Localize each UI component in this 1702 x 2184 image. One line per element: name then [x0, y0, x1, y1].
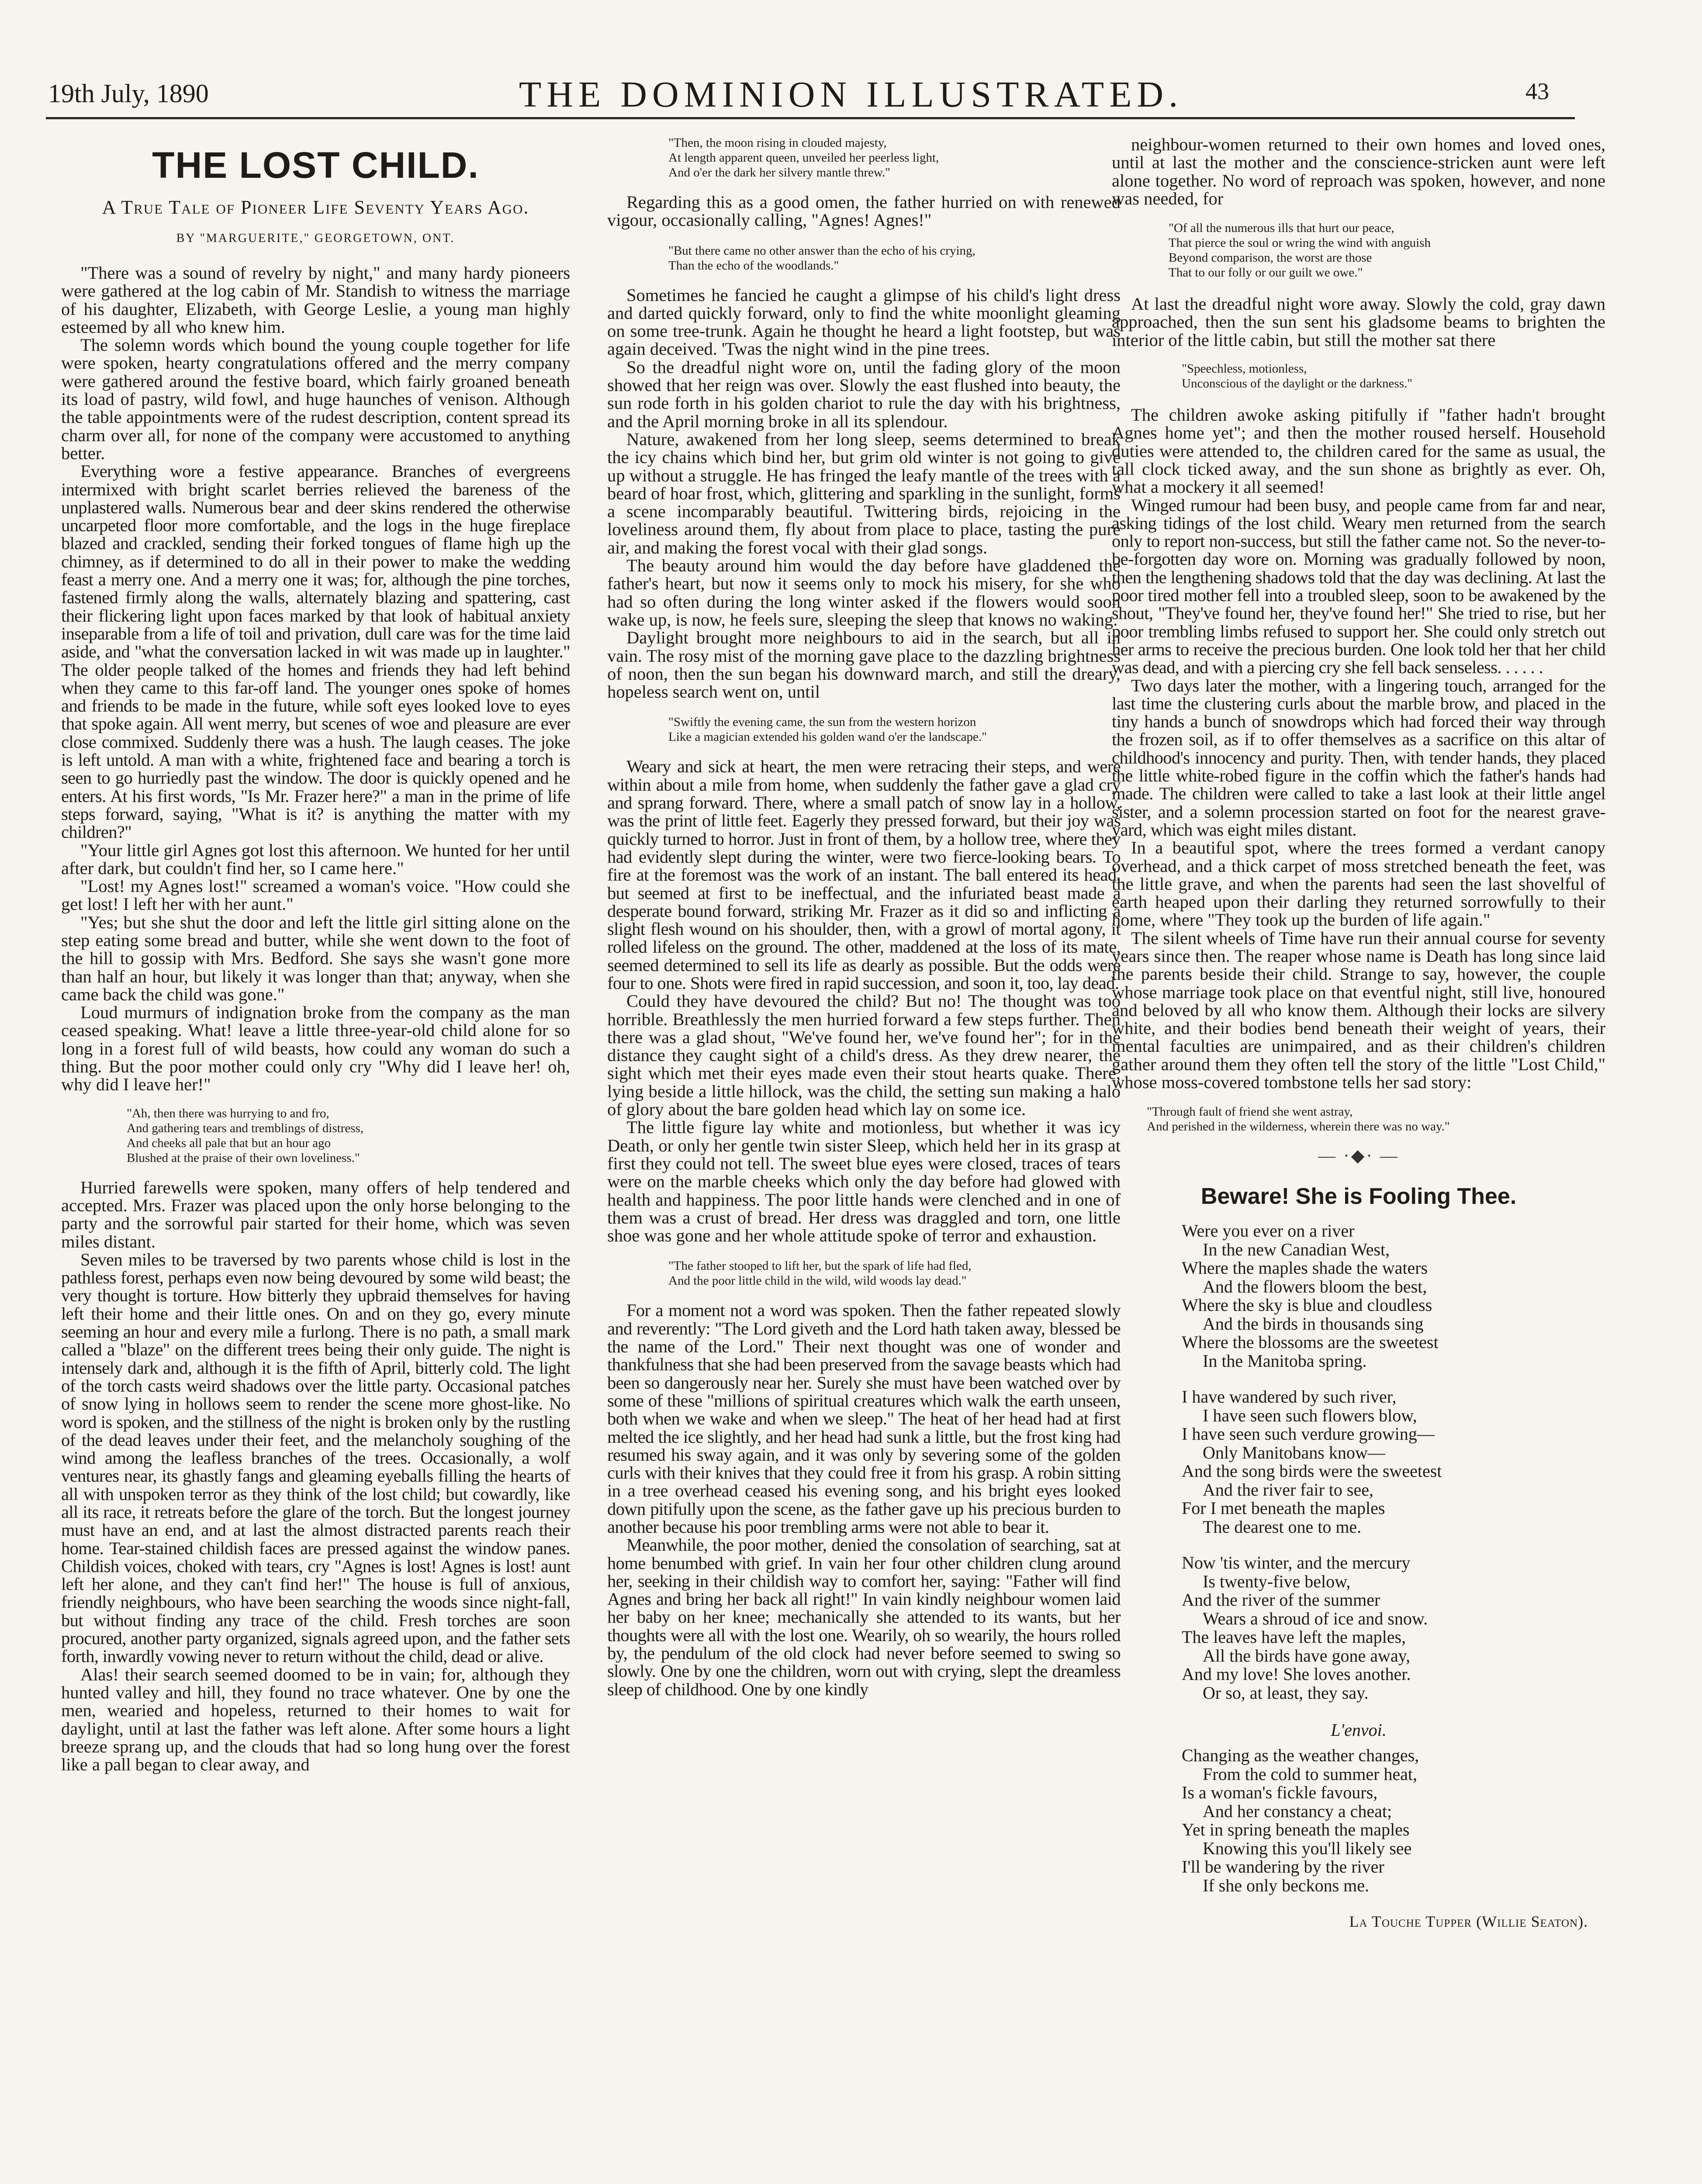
- paragraph: Two days later the mother, with a lingering touch, arranged for the last time the clustering curls about the marble brow, and placed in the tiny hands a bunch of snowdrops which had forced their way through the frozen soil, as if to offer themselves as a sacrifice on this altar of childhood's innocency and purity. Then, with tender hands, they placed the little white-robed figure in the coffin which the father's hands had made. The children were called to take a last look at their little angel sister, and a solemn procession started on foot for the nearest grave-yard, which was eight miles distant.: [1112, 675, 1605, 840]
- poem-line: And my love! She loves another.: [1182, 1664, 1411, 1684]
- paragraph: "Lost! my Agnes lost!" screamed a woman's voice. "How could she get lost! I left her with her aunt.": [61, 876, 570, 914]
- poem-stanza: [1182, 1222, 1605, 1370]
- paragraph: "Your little girl Agnes got lost this afternoon. We hunted for her until after dark, but couldn't find her, so I came here.": [61, 840, 570, 878]
- poem-line: Is twenty-five below,: [1203, 1571, 1351, 1591]
- paragraph: Everything wore a festive appearance. Branches of evergreens intermixed with bright scarlet berries relieved the bareness of the unplastered walls. Numerous bear and deer skins rendered the otherwise uncarpeted floor more comfortable, and the logs in the huge fireplace blazed and crackled, sending their forked tongues of flame high up the chimney, as if determined to do all in their power to make the wedding feast a merry one. And a merry one it was; for, although the pine torches, fastened firmly along the walls, alternately blazing and spattering, cast their flickering light upon faces marked by that look of habitual anxiety inseparable from a life of toil and privation, dull care was for the time laid aside, and "what the conversation lacked in wit was made up in laughter." The older people talked of the homes and friends they had left behind when they came to this far-off land. The younger ones spoke of homes and friends to be made in the future, while soft eyes looked love to eyes that spoke again. All went merry, but scenes of woe and pleasure are ever close commixed. Suddenly there was a hush. The laugh ceases. The joke is left untold. A man with a white, frightened face and bearing a torch is seen to go hurriedly past the window. The door is quickly opened and he enters. At his first words, "Is Mr. Frazer here?" a man in the prime of life steps forward, saying, "What is it? is anything the matter with my children?": [61, 461, 570, 842]
- paragraph: So the dreadful night wore on, until the fading glory of the moon showed that her reign was over. Slowly the east flushed into beauty, the sun rode forth in his golden chariot to rule the day with his brightness, and the April morning broke in all its splendour.: [607, 357, 1121, 431]
- verse-quote: "But there came no other answer than the echo of his crying, Than the echo of the woodlands.": [668, 243, 976, 273]
- poem-line: I'll be wandering by the river: [1182, 1857, 1384, 1877]
- poem-signature: La Touche Tupper (Willie Seaton).: [1349, 1913, 1588, 1931]
- poem-stanza: [1182, 1554, 1605, 1702]
- poem-line: In the new Canadian West,: [1203, 1239, 1390, 1259]
- paragraph: Alas! their search seemed doomed to be in vain; for, although they hunted valley and hill, they found no trace whatever. One by one the men, wearied and hopeless, returned to their homes to wait for daylight, until at last the father was left alone. After some hours a light breeze sprang up, and the clouds that had so long hung over the forest like a pall began to clear away, and: [61, 1664, 570, 1775]
- running-header: [0, 66, 1702, 114]
- masthead: THE DOMINION ILLUSTRATED.: [519, 74, 1183, 115]
- paragraph: Winged rumour had been busy, and people came from far and near, asking tidings of the lost child. Weary men returned from the search only to report non-success, but still the father came not. So the never-to-be-forgotten day wore on. Morning was gradually followed by noon, then the lengthening shadows told that the day was declining. At last the poor tired mother fell into a troubled sleep, soon to be awakened by the shout, "They've found her, they've found her!" She tried to rise, but her poor trembling limbs refused to support her. She could only stretch out her arms to receive the precious burden. One look told her that her child was dead, and with a piercing cry she fell back senseless. . . . . .: [1112, 495, 1605, 677]
- poem-line: In the Manitoba spring.: [1203, 1351, 1367, 1371]
- poem-line: Only Manitobans know—: [1203, 1442, 1385, 1462]
- paragraph: Daylight brought more neighbours to aid in the search, but all in vain. The rosy mist of the morning gave place to the dazzling brightness of noon, then the sun began his downward march, and still the dreary, hopeless search went on, until: [607, 628, 1121, 702]
- poem-line: Wears a shroud of ice and snow.: [1203, 1608, 1428, 1628]
- paragraph: The solemn words which bound the young couple together for life were spoken, hearty congratulations offered and the merry company were gathered around the festive board, which fairly groaned beneath its load of pastry, wild fowl, and huge haunches of venison. Although the table appointments were of the rudest description, content spread its charm over all, for none of the company were accustomed to anything better.: [61, 335, 570, 463]
- poem-line: Where the blossoms are the sweetest: [1182, 1332, 1439, 1352]
- paragraph: Loud murmurs of indignation broke from the company as the man ceased speaking. What! leave a little three-year-old child alone for so long in a forest full of wild beasts, how could any woman do such a thing. But the poor mother could only cry "Why did I leave her! oh, why did I leave her!": [61, 1002, 570, 1095]
- issue-date: 19th July, 1890: [48, 79, 209, 108]
- poem-line: The leaves have left the maples,: [1182, 1627, 1406, 1647]
- column-1: [61, 135, 570, 1773]
- poem: [1112, 1183, 1605, 1931]
- verse-quote: "Through fault of friend she went astray, And perished in the wilderness, wherein there was no way.": [1147, 1105, 1450, 1134]
- paragraph: The children awoke asking pitifully if "father hadn't brought Agnes home yet"; and then the mother roused herself. Household duties were attended to, the children cared for the same as usual, the tall clock ticked away, and the sun shone as brightly as ever. Oh, what a mockery it all seemed!: [1112, 405, 1605, 497]
- column-3: [1112, 135, 1605, 1931]
- paragraph: Sometimes he fancied he caught a glimpse of his child's light dress and darted quickly forward, only to find the white moonlight gleaming on some tree-trunk. Again he thought he heard a light footstep, but was again deceived. 'Twas the night wind in the pine trees.: [607, 285, 1121, 359]
- verse-quote: "Of all the numerous ills that hurt our peace, That pierce the soul or wring the wind with anguish Beyond comparison, the worst are those That to our folly or our guilt we owe.": [1169, 221, 1431, 280]
- poem-line: Knowing this you'll likely see: [1203, 1838, 1412, 1858]
- paragraph: In a beautiful spot, where the trees formed a verdant canopy overhead, and a thick carpet of moss stretched beneath the feet, was the little grave, and when the parents had seen the last shovelful of earth heaped upon their darling they returned sorrowfully to their home, where "They took up the burden of life again.": [1112, 838, 1605, 930]
- paragraph: Hurried farewells were spoken, many offers of help tendered and accepted. Mrs. Frazer was placed upon the only horse belonging to the party and the sorrowful pair started for their home, which was seven miles distant.: [61, 1177, 570, 1251]
- paragraph: The beauty around him would the day before have gladdened the father's heart, but now it seems only to mock his misery, for she who had so often during the long winter asked if the flowers would soon wake up, is now, he feels sure, sleeping the sleep that knows no waking.: [607, 556, 1121, 629]
- column-2: [607, 135, 1121, 1698]
- paragraph: Seven miles to be traversed by two parents whose child is lost in the pathless forest, perhaps even now being devoured by some wild beast; the very thought is torture. How bitterly they upbraid themselves for having left their home and their little ones. On and on they go, every minute seeming an hour and every mile a furlong. There is no path, a small mark called a "blaze" on the different trees being their only guide. The night is intensely dark and, although it is the fifth of April, bitterly cold. The light of the torch casts weird shadows over the little party. Occasional patches of snow lying in hollows seem to render the scene more ghost-like. No word is spoken, and the stillness of the night is broken only by the rustling of the dead leaves under their feet, and the melancholy soughing of the wind among the leafless branches of the trees. Occasionally, a wolf ventures near, its ghastly fangs and gleaming eyeballs filling the hearts of all with unspoken terror as they think of the lost child; but cowardly, like all its race, it retreats before the glare of the torch. But the longest journey must have an end, and at last the almost distracted parents reach their home. Tear-stained childish faces are pressed against the window panes. Childish voices, choked with tears, cry "Agnes is lost! Agnes is lost! aunt left her alone, and they can't find her!" The house is full of anxious, friendly neighbours, who have been searching the woods since night-fall, but without finding any trace of the child. Fresh torches are soon procured, another party organized, signals agreed upon, and the father sets forth, inwardly vowing never to return without the child, dead or alive.: [61, 1249, 570, 1666]
- verse-quote: "The father stooped to lift her, but the spark of life had fled, And the poor little child in the wild, wild woods lay dead.": [668, 1259, 972, 1288]
- poem-line: For I met beneath the maples: [1182, 1498, 1385, 1518]
- poem-line: Or so, at least, they say.: [1203, 1683, 1369, 1703]
- poem-line: Is a woman's fickle favours,: [1182, 1783, 1378, 1803]
- poem-line: I have seen such verdure growing—: [1182, 1424, 1435, 1444]
- poem-line: And the river of the summer: [1182, 1590, 1380, 1610]
- poem-line: Changing as the weather changes,: [1182, 1745, 1419, 1766]
- poem-line: I have wandered by such river,: [1182, 1387, 1397, 1407]
- poem-stanza: [1182, 1388, 1605, 1536]
- poem-line: All the birds have gone away,: [1203, 1645, 1411, 1666]
- poem-line: Yet in spring beneath the maples: [1182, 1820, 1410, 1840]
- page-number: 43: [1526, 78, 1549, 104]
- verse-quote: "Speechless, motionless, Unconscious of the daylight or the darkness.": [1182, 362, 1413, 391]
- paragraph: Weary and sick at heart, the men were retracing their steps, and were within about a mile from home, when suddenly the father gave a glad cry and sprang forward. There, where a small patch of snow lay in a hollow, was the print of little feet. Eagerly they pressed forward, but their joy was quickly turned to horror. Just in front of them, by a hollow tree, where they had evidently slept during the winter, were two fierce-looking bears. To fire at the foremost was the work of an instant. The ball entered its head, but seemed at first to be ineffectual, and the infuriated beast made a desperate bound forward, striking Mr. Frazer as it did so and inflicting a slight flesh wound on his shoulder, then, with a growl of mortal agony, it rolled lifeless on the ground. The other, maddened at the loss of its mate, seemed determined to sell its life as dearly as possible. But the odds were four to one. Shots were fired in rapid succession, and soon it, too, lay dead.: [607, 757, 1121, 993]
- poem-line: I have seen such flowers blow,: [1203, 1405, 1417, 1425]
- article-title: THE LOST CHILD.: [152, 145, 479, 186]
- poem-line: Where the maples shade the waters: [1182, 1258, 1428, 1278]
- paragraph: Nature, awakened from her long sleep, seems determined to break the icy chains which bind her, but grim old winter is not going to give up without a struggle. He has fringed the leafy mantle of the trees with a beard of hoar frost, which, glittering and sparkling in the sunlight, forms a scene incomparably beautiful. Twittering birds, rejoicing in the loveliness around them, fly about from place to place, tasting the pure air, and making the forest vocal with their glad songs.: [607, 429, 1121, 557]
- poem-envoi-heading: L'envoi.: [1331, 1720, 1387, 1740]
- poem-line: And the flowers bloom the best,: [1203, 1276, 1427, 1296]
- poem-line: Where the sky is blue and cloudless: [1182, 1295, 1432, 1315]
- paragraph: Meanwhile, the poor mother, denied the consolation of searching, sat at home benumbed with grief. In vain her four other children clung around her, seeking in their childish way to comfort her, saying: "Father will find Agnes and bring her back all right!" In vain kindly neighbour women laid her baby on her knee; mechanically she attended to its wants, but her thoughts were all with the lost one. Wearily, oh so wearily, the hours rolled by, the pendulum of the old clock had never before seemed to swing so slowly. One by one the children, worn out with crying, slept the dreamless sleep of childhood. One by one kindly: [607, 1535, 1121, 1699]
- poem-line: And the river fair to see,: [1203, 1479, 1373, 1500]
- poem-line: If she only beckons me.: [1203, 1875, 1370, 1895]
- verse-quote: "Then, the moon rising in clouded majesty, At length apparent queen, unveiled her peerless light, And o'er the dark her silvery mantle threw.": [668, 136, 939, 180]
- paragraph: neighbour-women returned to their own homes and loved ones, until at last the mother and the conscience-stricken aunt were left alone together. No word of reproach was spoken, however, and none was needed, for: [1112, 135, 1605, 208]
- article-subtitle: A True Tale of Pioneer Life Seventy Years Ago.: [102, 197, 529, 218]
- paragraph: "There was a sound of revelry by night," and many hardy pioneers were gathered at the log cabin of Mr. Standish to witness the marriage of his daughter, Elizabeth, with George Leslie, a young man highly esteemed by all who knew him.: [61, 263, 570, 337]
- paragraph: "Yes; but she shut the door and left the little girl sitting alone on the step eating some bread and butter, while she went down to the foot of the hill to gossip with Mrs. Bedford. She says she wasn't gone more than half an hour, but likely it was longer than that; anyway, when she came back the child was gone.": [61, 912, 570, 1004]
- paragraph: Could they have devoured the child? But no! The thought was too horrible. Breathlessly the men hurried forward a few steps further. Then there was a glad shout, "We've found her, we've found her"; for in the distance they caught sight of a child's dress. As they drew nearer, the sight which met their eyes made even their stout hearts quake. There, lying beside a little hillock, was the child, the setting sun making a halo of glory about the bare golden head which lay on some ice.: [607, 991, 1121, 1120]
- article-byline: BY "MARGUERITE," GEORGETOWN, ONT.: [176, 232, 455, 245]
- paragraph: The little figure lay white and motionless, but whether it was icy Death, or only her gentle twin sister Sleep, which held her in its grasp at first they could not tell. The sweet blue eyes were closed, traces of tears were on the marble cheeks which only the day before had glowed with health and happiness. The poor little hands were clenched and in one of them was a crust of bread. Her dress was draggled and torn, one little shoe was gone and her whole attitude spoke of terror and exhaustion.: [607, 1117, 1121, 1246]
- verse-quote: "Ah, then there was hurrying to and fro, And gathering tears and tremblings of distress, And cheeks all pale that but an hour ago Blushed at the praise of their own loveliness.": [127, 1106, 364, 1165]
- poem-line: Were you ever on a river: [1182, 1221, 1355, 1241]
- poem-title: Beware! She is Fooling Thee.: [1200, 1184, 1517, 1209]
- paragraph: Regarding this as a good omen, the father hurried on with renewed vigour, occasionally calling, "Agnes! Agnes!": [607, 192, 1121, 230]
- poem-line: Now 'tis winter, and the mercury: [1182, 1553, 1411, 1573]
- paragraph: For a moment not a word was spoken. Then the father repeated slowly and reverently: "The Lord giveth and the Lord hath taken away, blessed be the name of the Lord." Their next thought was one of wonder and thankfulness that she had been preserved from the savage beasts which had been so dangerously near her. Surely she must have been watched over by some of these "millions of spiritual creatures which walk the earth unseen, both when we wake and when we sleep." The heat of her head had at first melted the ice slightly, and her head had sunk a little, but the frost king had resumed his sway again, and it was only by severing some of the golden curls with their knives that they could free it from his grasp. A robin sitting in a tree overhead ceased his evening song, and his bright eyes looked down pitifully upon the scene, as the father gave up his precious burden to another because his poor trembling arms were not able to bear it.: [607, 1300, 1121, 1537]
- verse-quote: "Swiftly the evening came, the sun from the western horizon Like a magician extended his golden wand o'er the landscape.": [668, 715, 987, 744]
- poem-line: The dearest one to me.: [1203, 1517, 1362, 1537]
- ornamental-divider: — ·◆· —: [1318, 1146, 1399, 1166]
- poem-line: And the song birds were the sweetest: [1182, 1461, 1442, 1481]
- paragraph: At last the dreadful night wore away. Slowly the cold, gray dawn approached, then the sun sent his gladsome beams to brighten the interior of the little cabin, but still the mother sat there: [1112, 294, 1605, 350]
- poem-line: And the birds in thousands sing: [1203, 1313, 1424, 1334]
- paragraph: The silent wheels of Time have run their annual course for seventy years since then. The reaper whose name is Death has long since laid the parents beside their child. Strange to say, however, the couple whose marriage took place on that eventful night, still live, honoured and beloved by all who know them. Although their locks are silvery white, and their bodies bend beneath their weight of years, their mental faculties are unimpaired, and as their children's children gather around them they often tell the story of the little "Lost Child," whose moss-covered tombstone tells her sad story:: [1112, 928, 1605, 1092]
- poem-line: From the cold to summer heat,: [1203, 1764, 1418, 1784]
- poem-line: And her constancy a cheat;: [1203, 1801, 1392, 1821]
- header-rule: [46, 117, 1575, 119]
- poem-stanza: [1182, 1746, 1605, 1895]
